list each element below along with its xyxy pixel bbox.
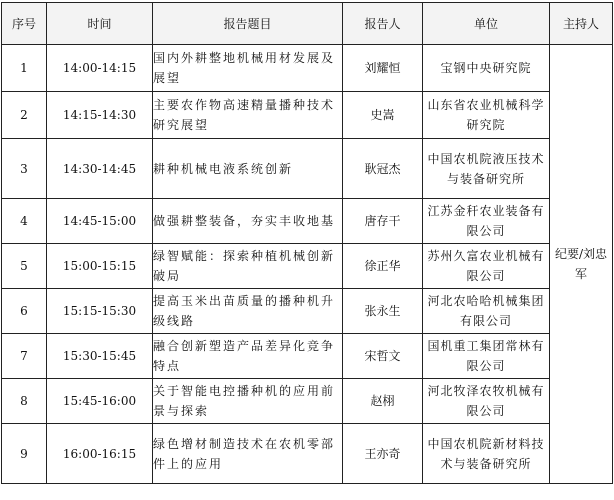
cell-unit: 山东省农业机械科学研究院 [423, 92, 550, 139]
cell-seq: 3 [2, 139, 47, 199]
header-speaker: 报告人 [343, 3, 423, 45]
table-row [2, 139, 613, 199]
cell-topic: 绿色增材制造技术在农机零部件上的应用 [153, 424, 343, 484]
cell-speaker: 史嵩 [343, 92, 423, 139]
cell-seq: 8 [2, 379, 47, 424]
cell-speaker: 刘耀恒 [343, 45, 423, 92]
cell-host: 纪要/刘忠军 [550, 45, 613, 484]
cell-time: 15:00-15:15 [47, 244, 153, 289]
table-row [2, 45, 613, 92]
cell-time: 15:15-15:30 [47, 289, 153, 334]
cell-topic: 关于智能电控播种机的应用前景与探索 [153, 379, 343, 424]
cell-topic: 绿智赋能：探索种植机械创新破局 [153, 244, 343, 289]
cell-time: 14:30-14:45 [47, 139, 153, 199]
header-host: 主持人 [550, 3, 613, 45]
table-row [2, 289, 613, 334]
header-seq: 序号 [2, 3, 47, 45]
table-row [2, 424, 613, 484]
cell-seq: 2 [2, 92, 47, 139]
cell-seq: 7 [2, 334, 47, 379]
table-row [2, 244, 613, 289]
cell-time: 14:45-15:00 [47, 199, 153, 244]
cell-unit: 江苏金秆农业装备有限公司 [423, 199, 550, 244]
cell-speaker: 唐存干 [343, 199, 423, 244]
cell-time: 15:45-16:00 [47, 379, 153, 424]
cell-seq: 5 [2, 244, 47, 289]
cell-unit: 国机重工集团常林有限公司 [423, 334, 550, 379]
header-unit: 单位 [423, 3, 550, 45]
cell-unit: 中国农机院新材料技术与装备研究所 [423, 424, 550, 484]
cell-topic: 做强耕整装备，夯实丰收地基 [153, 199, 343, 244]
cell-time: 14:00-14:15 [47, 45, 153, 92]
cell-speaker: 张永生 [343, 289, 423, 334]
cell-speaker: 徐正华 [343, 244, 423, 289]
cell-speaker: 宋哲文 [343, 334, 423, 379]
table-row [2, 199, 613, 244]
cell-time: 15:30-15:45 [47, 334, 153, 379]
cell-seq: 6 [2, 289, 47, 334]
cell-topic: 融合创新塑造产品差异化竞争特点 [153, 334, 343, 379]
header-topic: 报告题目 [153, 3, 343, 45]
header-time: 时间 [47, 3, 153, 45]
cell-unit: 苏州久富农业机械有限公司 [423, 244, 550, 289]
cell-topic: 主要农作物高速精量播种技术研究展望 [153, 92, 343, 139]
cell-unit: 中国农机院液压技术与装备研究所 [423, 139, 550, 199]
cell-seq: 4 [2, 199, 47, 244]
table-row [2, 379, 613, 424]
cell-topic: 国内外耕整地机械用材发展及展望 [153, 45, 343, 92]
table-row [2, 334, 613, 379]
cell-topic: 提高玉米出苗质量的播种机升级线路 [153, 289, 343, 334]
cell-time: 16:00-16:15 [47, 424, 153, 484]
cell-speaker: 赵栩 [343, 379, 423, 424]
cell-speaker: 王亦奇 [343, 424, 423, 484]
cell-speaker: 耿冠杰 [343, 139, 423, 199]
cell-seq: 9 [2, 424, 47, 484]
schedule-table [1, 2, 613, 484]
cell-topic: 耕种机械电液系统创新 [153, 139, 343, 199]
cell-seq: 1 [2, 45, 47, 92]
cell-unit: 河北牧泽农牧机械有限公司 [423, 379, 550, 424]
cell-unit: 河北农哈哈机械集团有限公司 [423, 289, 550, 334]
cell-unit: 宝钢中央研究院 [423, 45, 550, 92]
header-row [2, 3, 613, 45]
cell-time: 14:15-14:30 [47, 92, 153, 139]
table-row [2, 92, 613, 139]
